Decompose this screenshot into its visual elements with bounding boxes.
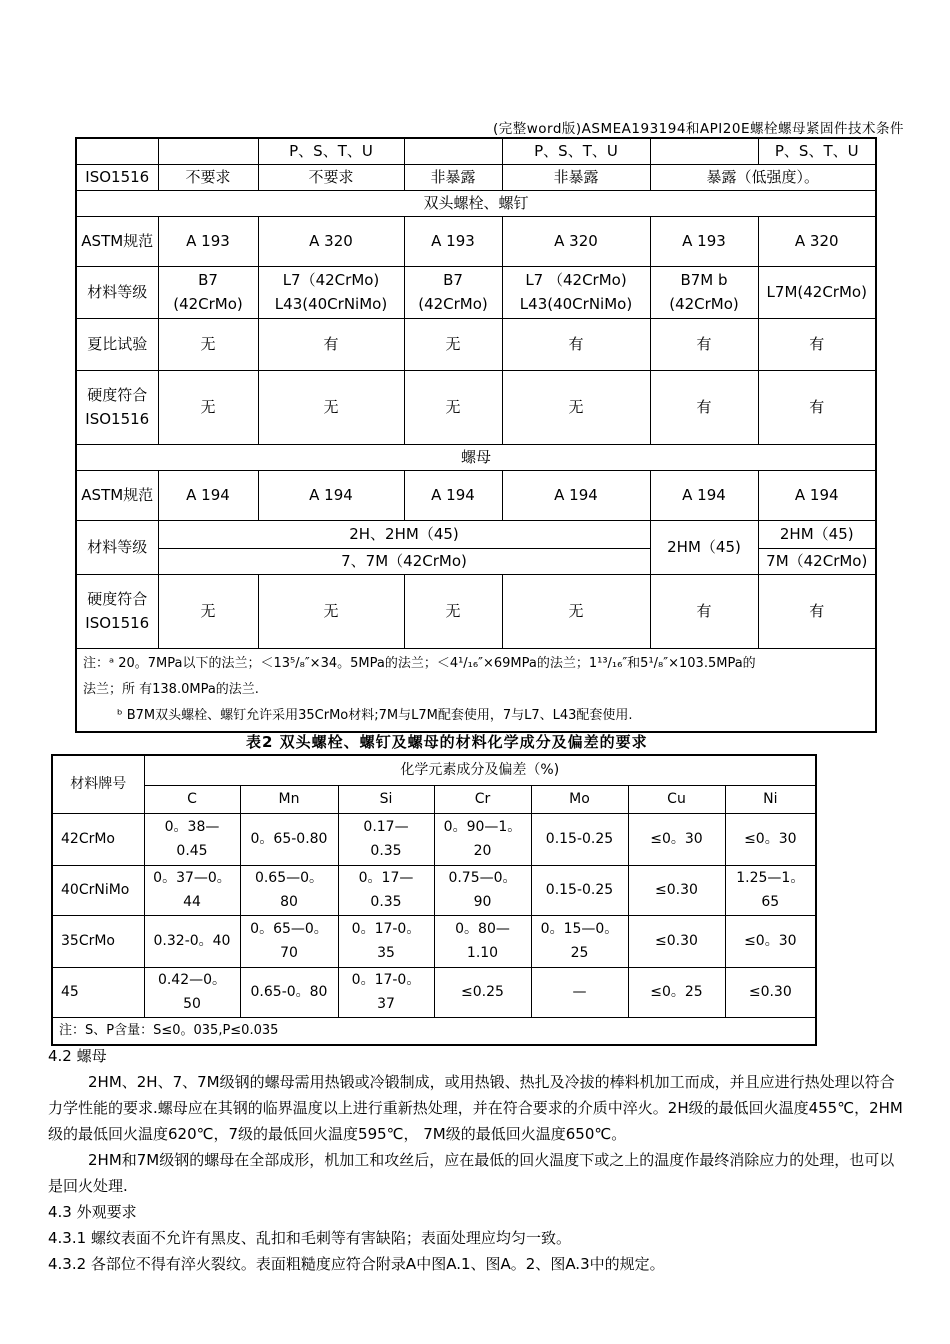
paragraph-2: 2HM和7M级钢的螺母在全部成形，机加工和攻丝后，应在最低的回火温度下或之上的温度作最终消除应力的处理，也可以是回火处理. [48, 1151, 895, 1195]
charpy-cell: 无 [158, 318, 258, 370]
table-row [52, 967, 816, 1017]
material-cell: 2H、2HM（45) [158, 520, 650, 548]
row-label: 硬度符合ISO1516 [76, 370, 158, 444]
element-header: Mo [531, 785, 628, 813]
value-cell: 1.25—1。 65 [725, 865, 816, 915]
value-cell: ≤0。30 [725, 813, 816, 865]
charpy-cell: 有 [502, 318, 650, 370]
body-section [48, 1043, 908, 1277]
composition-header: 化学元素成分及偏差（%) [144, 755, 816, 785]
hardness-cell: 无 [502, 574, 650, 648]
astm-cell: A 193 [404, 216, 502, 266]
astm-cell: A 193 [650, 216, 758, 266]
value-cell: 0。90—1。 20 [434, 813, 531, 865]
charpy-cell: 有 [758, 318, 876, 370]
grade-cell: P、S、T、U [258, 138, 404, 164]
section-nut-heading: 螺母 [76, 444, 876, 470]
hardness-bolt-row [76, 370, 876, 444]
value-cell: 0。17-0。 35 [338, 915, 434, 967]
clause-4-3-2: 4.3.2 各部位不得有淬火裂纹。表面粗糙度应符合附录A中图A.1、图A。2、图A.3中的规定。 [48, 1255, 665, 1273]
astm-bolt-row [76, 216, 876, 266]
value-cell: 0。37—0。 44 [144, 865, 240, 915]
iso-row [76, 164, 876, 190]
material-bolt-row [76, 266, 876, 318]
value-cell: 0.42—0。 50 [144, 967, 240, 1017]
iso-cell: 暴露（低强度）。 [650, 164, 876, 190]
value-cell: — [531, 967, 628, 1017]
row-label: 材料等级 [76, 520, 158, 574]
row-label: 硬度符合ISO1516 [76, 574, 158, 648]
value-cell: 0。65—0。 70 [240, 915, 338, 967]
astm-cell: A 320 [502, 216, 650, 266]
element-header: Si [338, 785, 434, 813]
note-b: ᵇ B7M双头螺栓、螺钉允许采用35CrMo材料;7M与L7M配套使用，7与L7、L43配套使用. [117, 707, 633, 723]
material-name: 40CrNiMo [52, 865, 144, 915]
table2-note: 注：S、P含量：S≤0。035,P≤0.035 [52, 1017, 816, 1045]
value-cell: 0。17-0。 37 [338, 967, 434, 1017]
value-cell: 0。65-0.80 [240, 813, 338, 865]
astm-cell: A 194 [758, 470, 876, 520]
iso-cell: 非暴露 [404, 164, 502, 190]
charpy-cell: 有 [258, 318, 404, 370]
hardness-cell: 无 [158, 574, 258, 648]
row-label: 夏比试验 [76, 318, 158, 370]
material-cell: B7 (42CrMo) [404, 266, 502, 318]
chemical-composition-table [51, 754, 817, 1046]
astm-cell: A 320 [258, 216, 404, 266]
note-a: 注：ᵃ 20。7MPa以下的法兰；＜13⁵/₈″×34。5MPa的法兰；＜4¹/₁₆″×69MPa的法兰；1¹³/₁₆″和5¹/₈″×103.5MPa的 [83, 655, 756, 671]
grade-cell [404, 138, 502, 164]
material-name: 42CrMo [52, 813, 144, 865]
section-bolt-heading: 双头螺栓、螺钉 [76, 190, 876, 216]
iso-cell: 不要求 [158, 164, 258, 190]
value-cell: 0.15-0.25 [531, 865, 628, 915]
value-cell: ≤0.30 [628, 915, 725, 967]
hardness-cell: 无 [158, 370, 258, 444]
iso-cell: 非暴露 [502, 164, 650, 190]
element-header: Cu [628, 785, 725, 813]
astm-cell: A 194 [404, 470, 502, 520]
value-cell: 0。15—0。 25 [531, 915, 628, 967]
astm-cell: A 194 [650, 470, 758, 520]
material-cell: 2HM（45) [650, 520, 758, 574]
value-cell: 0。80— 1.10 [434, 915, 531, 967]
element-header: Mn [240, 785, 338, 813]
hardness-cell: 无 [258, 574, 404, 648]
material-cell: 7、7M（42CrMo) [158, 548, 650, 574]
hardness-cell: 无 [404, 370, 502, 444]
value-cell: ≤0。30 [725, 915, 816, 967]
value-cell: ≤0.30 [725, 967, 816, 1017]
charpy-cell: 无 [404, 318, 502, 370]
value-cell: 0.15-0.25 [531, 813, 628, 865]
row-label: ASTM规范 [76, 216, 158, 266]
charpy-cell: 有 [650, 318, 758, 370]
hardness-cell: 有 [650, 574, 758, 648]
hardness-cell: 无 [258, 370, 404, 444]
bolt-nut-table [75, 137, 877, 733]
hardness-cell: 无 [404, 574, 502, 648]
value-cell: 0。17— 0.35 [338, 865, 434, 915]
material-name: 45 [52, 967, 144, 1017]
row-label: 材料等级 [76, 266, 158, 318]
astm-cell: A 194 [258, 470, 404, 520]
grade-cell [650, 138, 758, 164]
value-cell: ≤0。30 [628, 813, 725, 865]
iso-label: ISO1516 [76, 164, 158, 190]
hardness-cell: 有 [758, 574, 876, 648]
material-cell: L7 （42CrMo) L43(40CrNiMo) [502, 266, 650, 318]
astm-cell: A 194 [502, 470, 650, 520]
value-cell: ≤0.25 [434, 967, 531, 1017]
material-name: 35CrMo [52, 915, 144, 967]
value-cell: 0.17— 0.35 [338, 813, 434, 865]
element-header: C [144, 785, 240, 813]
paragraph-1: 2HM、2H、7、7M级钢的螺母需用热锻或冷锻制成，或用热锻、热扎及冷拔的棒料机加工而成，并且应进行热处理以符合力学性能的要求.螺母应在其钢的临界温度以上进行重新热处理，并在符合要求的介质中淬火。2H级的最低回火温度455℃，2HM级的最低回火温度620℃，7级的最低回火温度595℃， 7M级的最低回火温度650℃。 [48, 1073, 903, 1143]
table-row [52, 865, 816, 915]
hardness-nut-row [76, 574, 876, 648]
element-header-row [52, 785, 816, 813]
grade-cell: P、S、T、U [758, 138, 876, 164]
element-header: Ni [725, 785, 816, 813]
iso-cell: 不要求 [258, 164, 404, 190]
value-cell: 0.65-0。80 [240, 967, 338, 1017]
heading-4-3: 4.3 外观要求 [48, 1203, 137, 1221]
grade-cell [158, 138, 258, 164]
astm-cell: A 193 [158, 216, 258, 266]
heading-4-2: 4.2 螺母 [48, 1047, 107, 1065]
table1-notes [76, 648, 876, 732]
value-cell: 0。38— 0.45 [144, 813, 240, 865]
value-cell: ≤0。25 [628, 967, 725, 1017]
page-header: (完整word版)ASMEA193194和API20E螺栓螺母紧固件技术条件 [492, 121, 904, 137]
grade-cell: P、S、T、U [502, 138, 650, 164]
table-row [52, 813, 816, 865]
material-cell: L7M(42CrMo) [758, 266, 876, 318]
astm-cell: A 320 [758, 216, 876, 266]
material-grade-header: 材料牌号 [52, 755, 144, 813]
material-cell: B7 (42CrMo) [158, 266, 258, 318]
material-cell: B7M b (42CrMo) [650, 266, 758, 318]
table2-caption: 表2 双头螺栓、螺钉及螺母的材料化学成分及偏差的要求 [246, 733, 648, 751]
row-label: ASTM规范 [76, 470, 158, 520]
grade-row [76, 138, 876, 164]
material-cell: 2HM（45) [758, 520, 876, 548]
material-nut-row [76, 520, 876, 548]
hardness-cell: 无 [502, 370, 650, 444]
hardness-cell: 有 [758, 370, 876, 444]
hardness-cell: 有 [650, 370, 758, 444]
astm-nut-row [76, 470, 876, 520]
value-cell: 0.32-0。40 [144, 915, 240, 967]
value-cell: 0.65—0。 80 [240, 865, 338, 915]
material-cell: 7M（42CrMo) [758, 548, 876, 574]
note-a-cont: 法兰；所 有138.0MPa的法兰. [83, 681, 259, 697]
clause-4-3-1: 4.3.1 螺纹表面不允许有黑皮、乱扣和毛刺等有害缺陷；表面处理应均匀一致。 [48, 1229, 571, 1247]
charpy-row [76, 318, 876, 370]
element-header: Cr [434, 785, 531, 813]
table-row [52, 915, 816, 967]
value-cell: ≤0.30 [628, 865, 725, 915]
astm-cell: A 194 [158, 470, 258, 520]
value-cell: 0.75—0。 90 [434, 865, 531, 915]
material-cell: L7（42CrMo) L43(40CrNiMo) [258, 266, 404, 318]
